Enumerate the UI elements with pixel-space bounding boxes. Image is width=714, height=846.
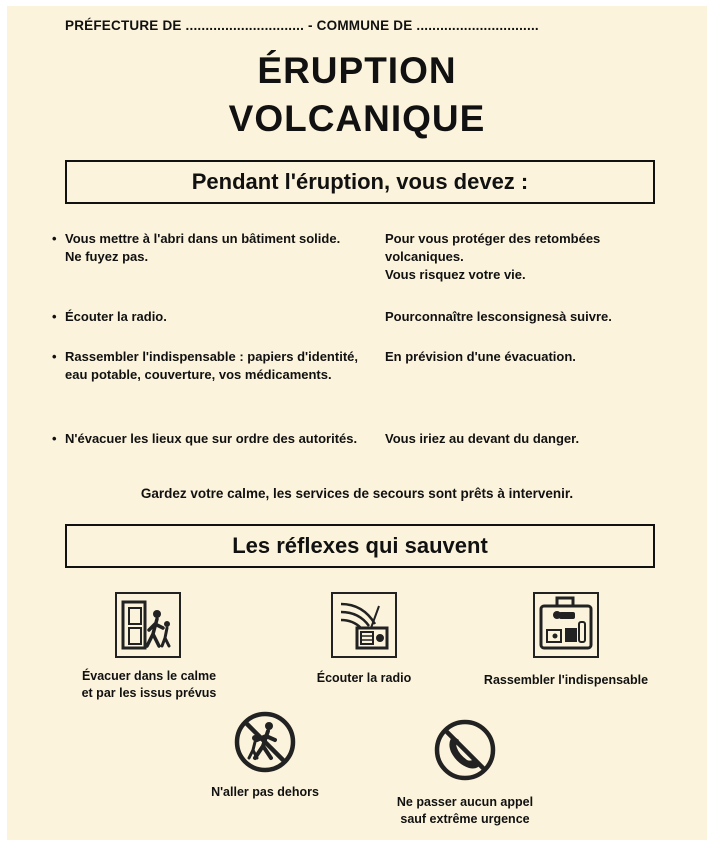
- title-line-2: VOLCANIQUE: [228, 98, 486, 139]
- section-heading-during-eruption: Pendant l'éruption, vous devez :: [65, 160, 655, 204]
- reflex-caption-radio: [294, 670, 434, 687]
- instruction-left-2: [52, 308, 367, 326]
- keep-calm-note: Gardez votre calme, les services de secours sont prêts à intervenir.: [140, 486, 574, 501]
- no-phone-icon: [433, 718, 497, 782]
- bullet: •: [52, 309, 57, 324]
- instruction-left-4: [52, 430, 367, 448]
- caption-line: Évacuer dans le calme: [81, 669, 217, 683]
- bullet: •: [52, 431, 57, 446]
- instruction-text: N'évacuer les lieux que sur ordre des autorités.: [65, 431, 358, 446]
- instruction-text: Vous mettre à l'abri dans un bâtiment solide.: [65, 231, 341, 246]
- prefecture-commune-line: PRÉFECTURE DE .............................. - COMMUNE DE ...............................: [65, 18, 539, 33]
- reason-text: Vous risquez votre vie.: [385, 267, 526, 282]
- suitcase-icon: [533, 592, 599, 658]
- radio-icon: [331, 592, 397, 658]
- reflex-caption-no-going-out: [190, 784, 340, 801]
- reason-text: Vous iriez au devant du danger.: [385, 431, 580, 446]
- instruction-text: Rassembler l'indispensable : papiers d'identité, eau potable, couverture, vos médicaments.: [65, 349, 358, 382]
- reflex-caption-evacuate: [69, 668, 229, 702]
- bullet: •: [52, 349, 57, 364]
- caption-line: Ne passer aucun appel: [396, 795, 534, 809]
- instruction-text: Ne fuyez pas.: [65, 249, 149, 264]
- no-going-out-icon: [233, 710, 297, 774]
- evacuate-icon: [115, 592, 181, 658]
- caption-line: et par les issus prévus: [81, 686, 217, 700]
- reason-text: Pourconnaître lesconsignesà suivre.: [385, 309, 612, 324]
- caption-line: sauf extrême urgence: [400, 812, 530, 826]
- instruction-right-1: [385, 230, 685, 284]
- instruction-left-1: [52, 230, 367, 266]
- caption-line: Écouter la radio: [316, 671, 412, 685]
- title-line-1: ÉRUPTION: [257, 50, 457, 91]
- reflex-caption-no-phone: [375, 794, 555, 828]
- reason-text: Pour vous protéger des retombées volcaniques.: [385, 231, 601, 264]
- instruction-left-3: [52, 348, 367, 384]
- caption-line: N'aller pas dehors: [211, 785, 319, 799]
- caption-line: Rassembler l'indispensable: [483, 673, 649, 687]
- poster: [7, 6, 707, 840]
- instruction-right-3: [385, 348, 685, 366]
- instruction-text: Écouter la radio.: [65, 309, 167, 324]
- reason-text: En prévision d'une évacuation.: [385, 349, 576, 364]
- instruction-right-2: [385, 308, 685, 326]
- instruction-right-4: [385, 430, 685, 448]
- bullet: •: [52, 231, 57, 246]
- reflex-caption-suitcase: [461, 672, 671, 689]
- section-heading-reflexes: Les réflexes qui sauvent: [65, 524, 655, 568]
